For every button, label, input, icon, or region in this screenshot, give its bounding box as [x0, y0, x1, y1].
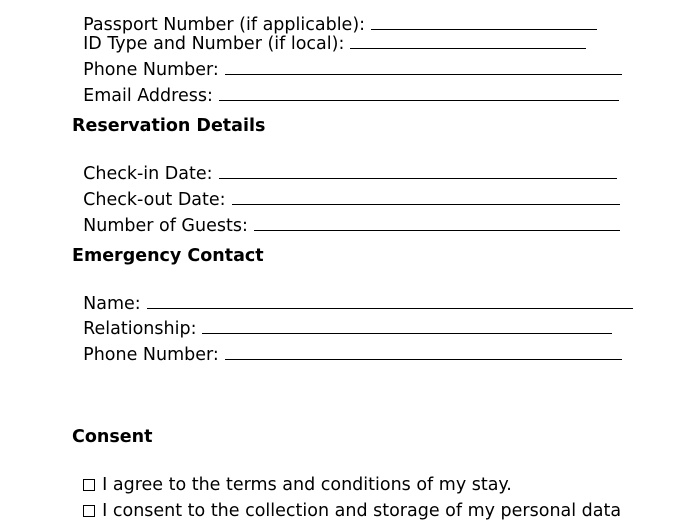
- email-field-row: [72, 63, 619, 106]
- email-input-line[interactable]: [219, 85, 619, 101]
- reservation-heading: Reservation Details: [72, 116, 266, 136]
- emergency-name-label: Name:: [83, 294, 141, 314]
- id-field-row: [72, 11, 586, 54]
- checkout-label: Check-out Date:: [83, 190, 226, 210]
- email-label: Email Address:: [83, 86, 213, 106]
- checkout-field-row: [72, 167, 620, 210]
- emergency-heading: Emergency Contact: [72, 246, 264, 266]
- checkin-label: Check-in Date:: [83, 164, 213, 184]
- data-consent-text: I consent to the collection and storage of my personal data: [102, 501, 622, 521]
- consent-heading: Consent: [72, 427, 153, 447]
- emergency-phone-field-row: [72, 322, 622, 365]
- passport-label: Passport Number (if applicable):: [83, 15, 366, 35]
- emergency-phone-label: Phone Number:: [83, 345, 219, 365]
- terms-text: I agree to the terms and conditions of my stay.: [102, 475, 512, 495]
- relationship-field-row: [72, 296, 612, 339]
- emergency-phone-input-line[interactable]: [225, 344, 622, 360]
- relationship-label: Relationship:: [83, 319, 197, 339]
- consent-item-data[interactable]: [72, 478, 622, 521]
- phone-field-row: [72, 37, 622, 80]
- emergency-name-field-row: [72, 271, 633, 314]
- phone-label: Phone Number:: [83, 60, 219, 80]
- consent-item-terms[interactable]: [72, 452, 512, 495]
- guests-input-line[interactable]: [254, 215, 620, 231]
- checkin-field-row: [72, 141, 617, 184]
- guests-field-row: [72, 193, 620, 236]
- data-consent-checkbox[interactable]: [83, 505, 95, 517]
- id-label: ID Type and Number (if local):: [83, 34, 345, 54]
- guests-label: Number of Guests:: [83, 216, 248, 236]
